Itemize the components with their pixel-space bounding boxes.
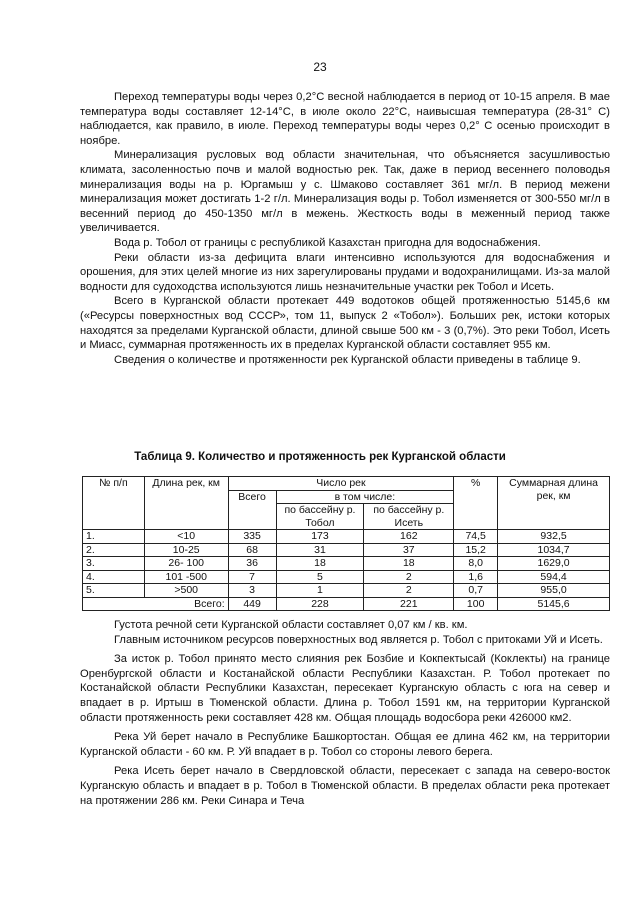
text-block-bottom [80, 618, 610, 808]
table-title: Таблица 9. Количество и протяженность рек Курганской области [134, 451, 506, 463]
header-tobol: по бассейну р. Тобол [276, 504, 364, 530]
cell-total: 36 [228, 557, 276, 571]
cell-percent: 74,5 [454, 530, 498, 544]
cell-total: 7 [228, 570, 276, 584]
cell-tobol: 1 [276, 584, 364, 598]
text-block-top [80, 90, 610, 367]
cell-total: 449 [228, 597, 276, 611]
header-no: № п/п [83, 477, 145, 530]
header-percent: % [454, 477, 498, 530]
cell-length: >500 [144, 584, 228, 598]
paragraph: Минерализация русловых вод области значительная, что объясняется засушливостью климата, засоленностью почв и малой водностью рек. Так, даже в период весеннего половодья минерализация воды на р. Юргамыш у с. Шмаково составляет 361 мг/л. В период межени минерализация может достигать 1-2 г/л. Минерализация воды р. Тобол изменяется от 300-550 мг/л в весенний период до 450-1350 мг/л в межень. Жесткость воды в меженный период также увеличивается. [80, 149, 610, 235]
cell-sum: 955,0 [498, 584, 610, 598]
paragraph: Реки области из-за дефицита влаги интенсивно используются для водоснабжения и орошения, для этих целей многие из них зарегулированы прудами и водохранилищами. Из-за малой водности для судоходства используются лишь незначительные участки рек Тобол и Исеть. [80, 251, 610, 293]
cell-iset: 162 [364, 530, 454, 544]
cell-total: 335 [228, 530, 276, 544]
table-row [83, 530, 610, 544]
paragraph: Река Уй берет начало в Республике Башкортостан. Общая ее длина 462 км, на территории Курганской области - 60 км. Р. Уй впадает в р. Тобол со стороны левого берега. [80, 731, 610, 758]
cell-total: 3 [228, 584, 276, 598]
paragraph: Вода р. Тобол от границы с республикой Казахстан пригодна для водоснабжения. [114, 236, 541, 249]
header-sum-length: Суммарная длина рек, км [498, 477, 610, 530]
cell-iset: 37 [364, 543, 454, 557]
paragraph: За исток р. Тобол принято место слияния рек Бозбие и Кокпектысай (Коклекты) на границе Оренбургской области и Костанайской области Республики Казахстан. Р. Тобол протекает по Костанайской области Республики Казахстан, пересекает Курганскую область с юга на север и впадает в р. Иртыш в Тюменской области. Длина р. Тобол 1591 км, на территории Курганской области протяженность реки составляет 428 км. Общая площадь водосбора реки 426000 км2. [80, 653, 610, 724]
header-count: Число рек [228, 477, 454, 491]
table-row [83, 584, 610, 598]
paragraph: Переход температуры воды через 0,2°С весной наблюдается в период от 10-15 апреля. В мае температура воды составляет 12-14°С, в июле около 22°С, наивысшая температура (28-31° С) наблюдается, как правило, в июле. Переход температуры воды через 0,2° С осенью происходит в ноябре. [80, 91, 610, 147]
cell-total-label: Всего: [83, 597, 229, 611]
cell-length: <10 [144, 530, 228, 544]
table-row [83, 557, 610, 571]
cell-no: 4. [83, 570, 145, 584]
cell-total: 68 [228, 543, 276, 557]
table-totals-row [83, 597, 610, 611]
header-iset: по бассейну р. Исеть [364, 504, 454, 530]
cell-percent: 15,2 [454, 543, 498, 557]
header-including: в том числе: [276, 490, 454, 504]
table-row [83, 570, 610, 584]
cell-no: 1. [83, 530, 145, 544]
cell-tobol: 31 [276, 543, 364, 557]
paragraph: Всего в Курганской области протекает 449 водотоков общей протяженностью 5145,6 км («Ресурсы поверхностных вод СССР», том 11, выпуск 2 «Тобол»). Больших рек, истоки которых находятся за пределами Курганской области, длиной свыше 500 км - 3 (0,7%). Это реки Тобол, Исеть и Миасс, суммарная протяженность их в пределах Курганской области составляет 955 км. [80, 295, 610, 352]
paragraph: Главным источником ресурсов поверхностных вод является р. Тобол с притоками Уй и Исеть. [114, 633, 603, 646]
cell-tobol: 173 [276, 530, 364, 544]
page-number: 23 [313, 60, 327, 74]
paragraph: Густота речной сети Курганской области составляет 0,07 км / кв. км. [114, 619, 468, 631]
rivers-table [82, 476, 610, 611]
cell-length: 26- 100 [144, 557, 228, 571]
cell-percent: 1,6 [454, 570, 498, 584]
cell-percent: 8,0 [454, 557, 498, 571]
cell-sum: 1629,0 [498, 557, 610, 571]
table-row [83, 543, 610, 557]
cell-iset: 2 [364, 570, 454, 584]
cell-iset: 221 [364, 597, 454, 611]
cell-percent: 0,7 [454, 584, 498, 598]
cell-iset: 2 [364, 584, 454, 598]
header-length: Длина рек, км [144, 477, 228, 530]
cell-sum: 932,5 [498, 530, 610, 544]
cell-iset: 18 [364, 557, 454, 571]
cell-sum: 1034,7 [498, 543, 610, 557]
cell-tobol: 18 [276, 557, 364, 571]
cell-length: 101 -500 [144, 570, 228, 584]
cell-sum: 5145,6 [498, 597, 610, 611]
cell-percent: 100 [454, 597, 498, 611]
header-total: Всего [228, 490, 276, 530]
cell-tobol: 228 [276, 597, 364, 611]
cell-no: 5. [83, 584, 145, 598]
cell-tobol: 5 [276, 570, 364, 584]
paragraph: Сведения о количестве и протяженности рек Курганской области приведены в таблице 9. [114, 353, 581, 366]
cell-no: 3. [83, 557, 145, 571]
cell-no: 2. [83, 543, 145, 557]
cell-length: 10-25 [144, 543, 228, 557]
cell-sum: 594,4 [498, 570, 610, 584]
paragraph: Река Исеть берет начало в Свердловской области, пересекает с запада на северо-восток Курганскую область и впадает в р. Тобол в Тюменской области. В пределах области река протекает на протяжении 286 км. Реки Синара и Теча [80, 765, 610, 807]
